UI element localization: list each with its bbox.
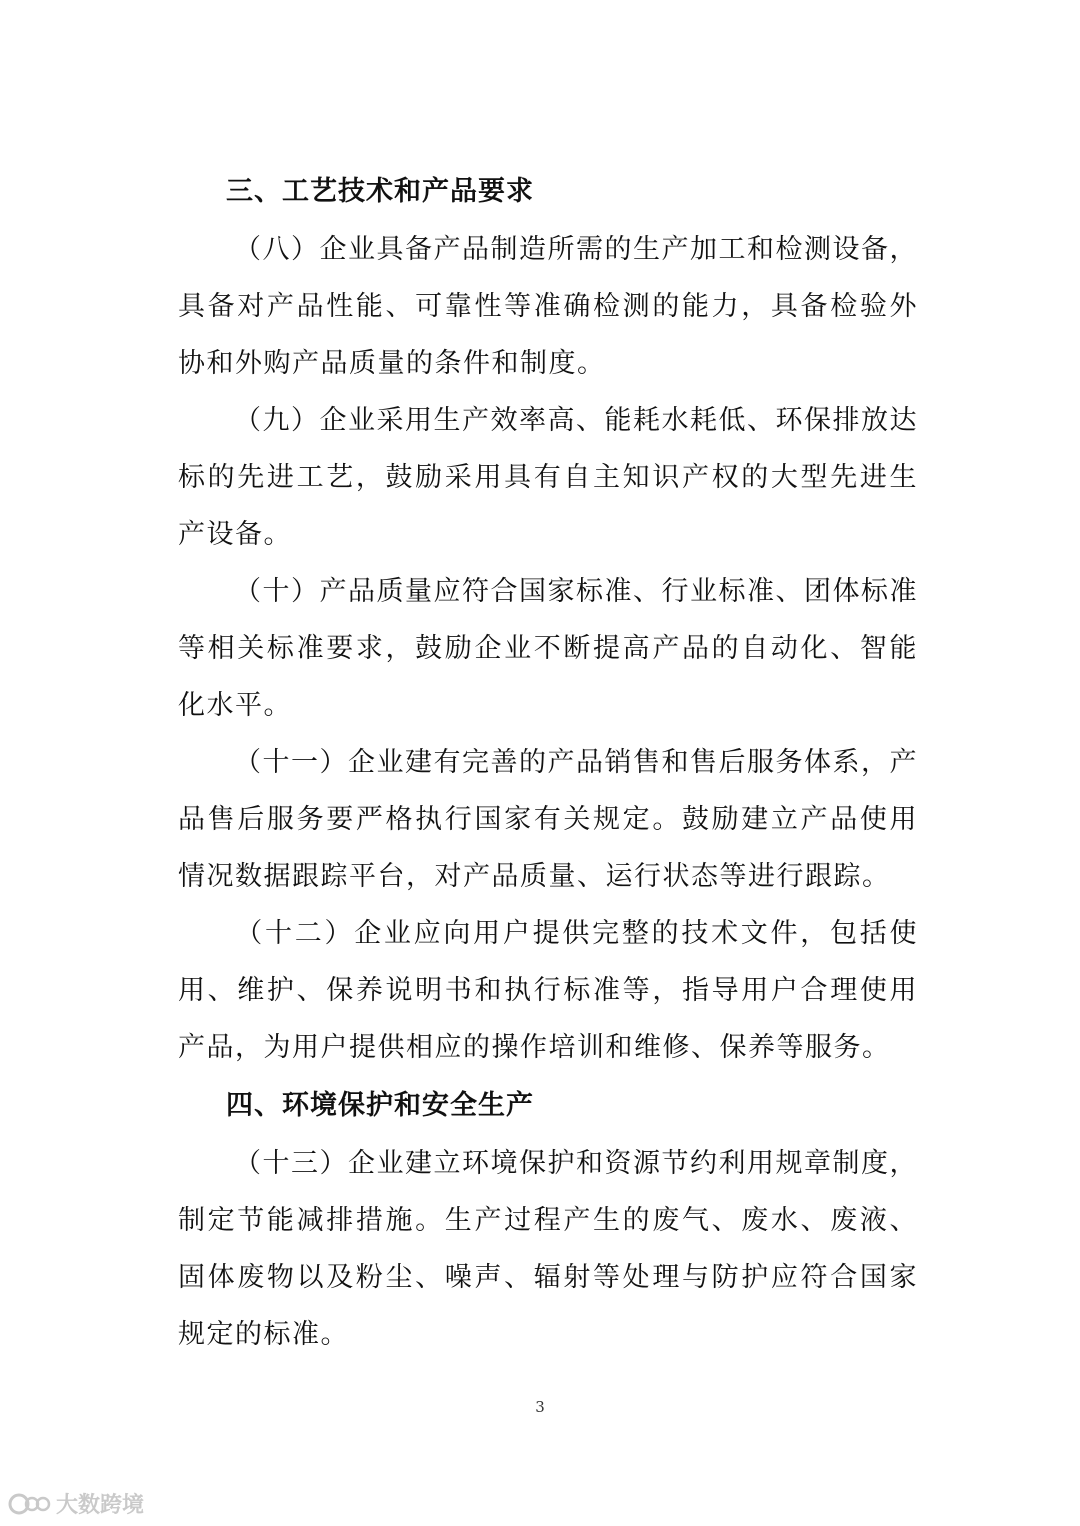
paragraph-10 bbox=[178, 563, 918, 734]
watermark-text: 大数跨境 bbox=[56, 1493, 145, 1518]
paragraph-9-text: （九）企业采用生产效率高、能耗水耗低、环保排放达标的先进工艺，鼓励采用具有自主知识产权的大型先进生产设备。 bbox=[178, 405, 918, 550]
watermark bbox=[8, 1488, 144, 1519]
paragraph-8 bbox=[178, 221, 918, 392]
paragraph-13 bbox=[178, 1135, 918, 1363]
page-number: 3 bbox=[535, 1398, 545, 1416]
paragraph-13-text: （十三）企业建立环境保护和资源节约利用规章制度，制定节能减排措施。生产过程产生的废气、废水、废液、固体废物以及粉尘、噪声、辐射等处理与防护应符合国家规定的标准。 bbox=[178, 1148, 918, 1350]
paragraph-12-text: （十二）企业应向用户提供完整的技术文件，包括使用、维护、保养说明书和执行标准等，指导用户合理使用产品，为用户提供相应的操作培训和维修、保养等服务。 bbox=[178, 918, 918, 1063]
paragraph-8-text: （八）企业具备产品制造所需的生产加工和检测设备，具备对产品性能、可靠性等准确检测的能力，具备检验外协和外购产品质量的条件和制度。 bbox=[178, 234, 918, 379]
paragraph-11 bbox=[178, 734, 918, 905]
section-heading-4: 四、环境保护和安全生产 bbox=[226, 1090, 534, 1121]
paragraph-12 bbox=[178, 905, 918, 1076]
paragraph-11-text: （十一）企业建有完善的产品销售和售后服务体系，产品售后服务要严格执行国家有关规定。鼓励建立产品使用情况数据跟踪平台，对产品质量、运行状态等进行跟踪。 bbox=[178, 747, 918, 892]
section-heading-3: 三、工艺技术和产品要求 bbox=[226, 176, 534, 207]
paragraph-10-text: （十）产品质量应符合国家标准、行业标准、团体标准等相关标准要求，鼓励企业不断提高产品的自动化、智能化水平。 bbox=[178, 576, 918, 721]
brand-logo-icon bbox=[8, 1491, 52, 1517]
paragraph-9 bbox=[178, 392, 918, 563]
